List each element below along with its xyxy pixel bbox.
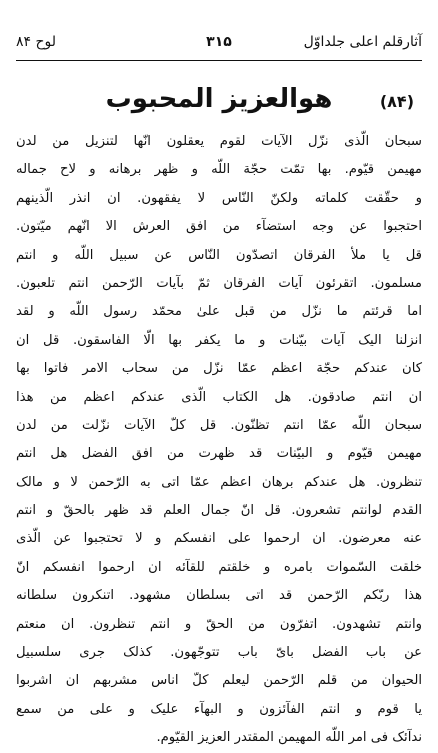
text-line: احتجبوا عن وجه استضآء من افق العرش الا انّهم میّتون. bbox=[16, 219, 422, 235]
tablet-text bbox=[16, 128, 422, 753]
section-heading bbox=[16, 84, 422, 124]
text-line: عن باب الفضل بایّ باب تتوجّهون. کذلک جری سلسبیل bbox=[16, 645, 422, 661]
text-line: کان عندکم حجّة اعظم عمّا نزّل من سحاب الامر فاتوا بها bbox=[16, 361, 422, 377]
text-line: یا قوم و انتم الفآئزون و البهآء علیک و علی من سمع bbox=[16, 701, 422, 717]
section-number: (۸۴) bbox=[379, 92, 414, 111]
text-line: الحیوان من قلم الرّحمن لیعلم کلّ اناس مشربهم ان اشربوا bbox=[16, 673, 422, 689]
text-line: ان انتم صادقون. هل الکتاب الّذی عندکم اعظم من هذا bbox=[16, 389, 422, 405]
text-line: و حقّقت کلماته ولکنّ النّاس لا یفقهون. ان انذر الّذینهم bbox=[16, 190, 422, 206]
tablet-number: لوح ۸۴ bbox=[16, 34, 57, 50]
text-line: مسلمون. اتقرئون آیات الفرقان ثمّ بآیات الرّحمن انتم تلعبون. bbox=[16, 275, 422, 291]
text-line: سبحان اللّه عمّا انتم تظنّون. قل کلّ الآیات نزّلت من لدن bbox=[16, 417, 422, 433]
book-title: آثارقلم اعلی جلداوّل bbox=[303, 34, 422, 50]
text-line: تنظرون. هل عندکم برهان اعظم عمّا اتی به الرّحمن لا و مالک bbox=[16, 474, 422, 490]
section-title: هوالعزیز المحبوب bbox=[105, 84, 333, 114]
text-line: خلقت السّموات بامره و خلقتم للقآئه ان ارحموا انفسکم انّ bbox=[16, 559, 422, 575]
text-line: مهیمن قیّوم. بها تمّت حجّة اللّه و ظهر برهانه و لاح جماله bbox=[16, 162, 422, 178]
text-line: مهیمن قیّوم و البیّنات قد ظهرت من افق الفضل هل انتم bbox=[16, 446, 422, 462]
header-divider bbox=[16, 60, 422, 61]
text-line: انزلنا الیک آیات بیّنات و ما یکفر بها الّا الفاسقون. قل ان bbox=[16, 332, 422, 348]
text-line: ندآئک فی امر اللّه المهیمن المقتدر العزیز القیّوم. bbox=[156, 730, 422, 746]
page-header bbox=[16, 34, 422, 56]
text-line: القدم لوانتم تشعرون. قل انّ جمال العلم قد ظهر بالحقّ و انتم bbox=[16, 503, 422, 519]
text-line: اما قرئتم ما نزّل من قبل علیٰ محمّد رسول اللّه و لقد bbox=[16, 304, 422, 320]
text-line: قل یا ملأ الفرقان اتصدّون النّاس عن سبیل اللّه و انتم bbox=[16, 247, 422, 263]
text-line: هذا ربّکم الرّحمن قد اتی بسلطان مشهود. اتنکرون سلطانه bbox=[16, 588, 422, 604]
text-line: عنه معرضون. ان ارحموا علی انفسکم و لا تحتجبوا عن الّذی bbox=[16, 531, 422, 547]
text-line: سبحان الّذی نزّل الآیات لقوم یعقلون انّها لتنزیل من لدن bbox=[16, 134, 422, 149]
text-line: وانتم تشهدون. اتفرّون من الحقّ و انتم تنظرون. ان منعتم bbox=[16, 616, 422, 632]
page-number: ۳۱۵ bbox=[206, 34, 232, 50]
